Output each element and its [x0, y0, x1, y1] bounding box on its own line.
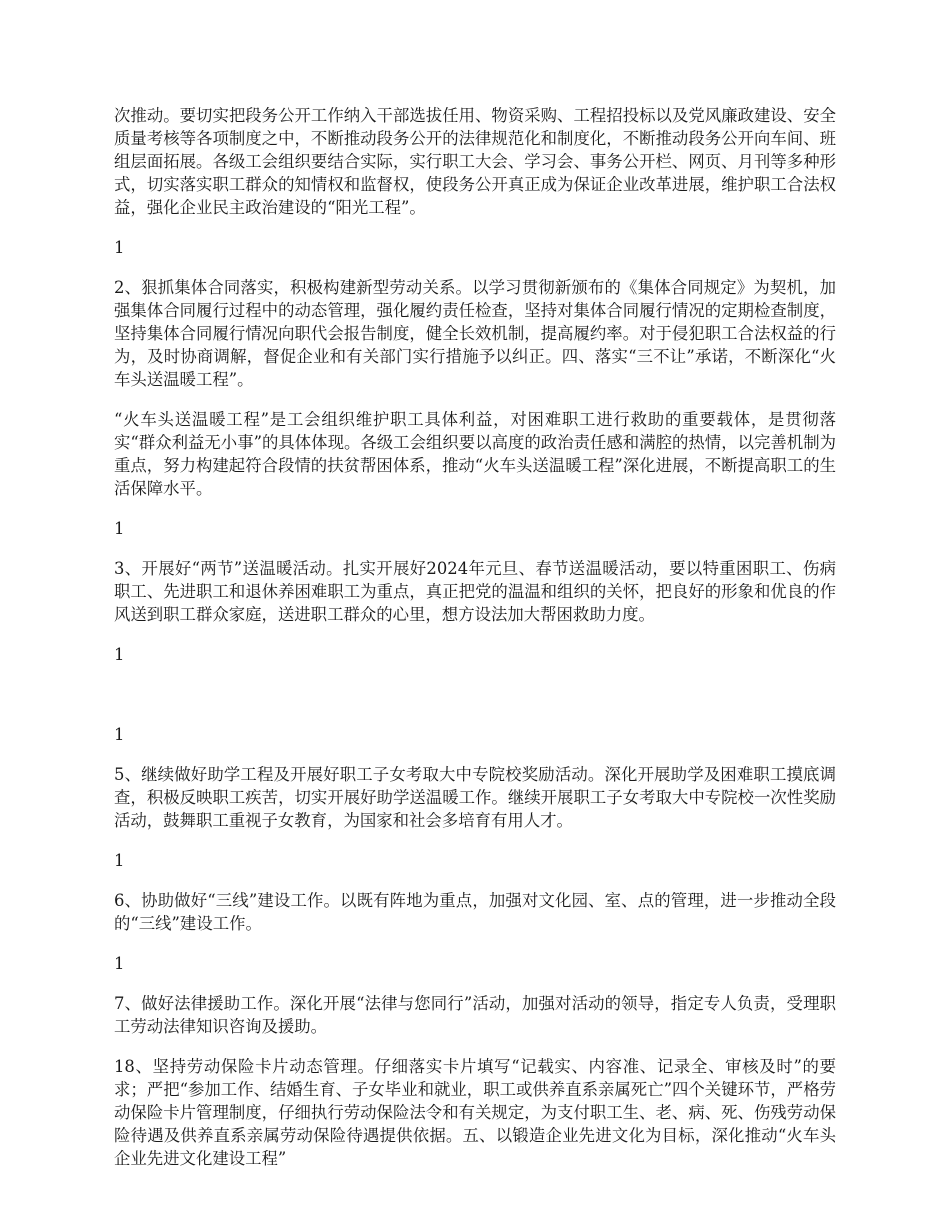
- paragraph-legal-aid: 7、做好法律援助工作。深化开展“法律与您同行”活动，加强对活动的领导，指定专人负责，受理职工劳动法律知识咨询及援助。: [114, 994, 836, 1036]
- page-number-marker: 1: [114, 954, 125, 973]
- paragraph-insurance-cards: 18、坚持劳动保险卡片动态管理。仔细落实卡片填写“记载实、内容准、记录全、审核及时”的要求；严把“参加工作、结婚生育、子女毕业和就业，职工或供养直系亲属死亡”四个关键环节，严格劳动保险卡片管理制度，仔细执行劳动保险法令和有关规定，为支付职工生、老、病、死、伤残劳动保险待遇及供养直系亲属劳动保险待遇提供依据。五、以锻造企业先进文化为目标，深化推动“火车头企业先进文化建设工程”: [114, 1057, 836, 1168]
- page-number-marker: 1: [114, 725, 125, 744]
- page-number-marker: 1: [114, 645, 125, 664]
- paragraph-three-lines: 6、协助做好“三线”建设工作。以既有阵地为重点，加强对文化园、室、点的管理，进一步推动全段的“三线”建设工作。: [114, 891, 836, 933]
- blank-gap: [114, 683, 836, 723]
- paragraph-education-aid: 5、继续做好助学工程及开展好职工子女考取大中专院校奖励活动。深化开展助学及困难职工摸底调查，积极反映职工疾苦，切实开展好助学送温暖工作。继续开展职工子女考取大中专院校一次性奖励活动，鼓舞职工重视子女教育，为国家和社会多培育有用人才。: [114, 765, 836, 830]
- paragraph-collective-contract: 2、狠抓集体合同落实，积极构建新型劳动关系。以学习贯彻新颁布的《集体合同规定》为契机，加强集体合同履行过程中的动态管理，强化履约责任检查，坚持对集体合同履行情况的定期检查制度，坚持集体合同履行情况向职代会报告制度，健全长效机制，提高履约率。对于侵犯职工合法权益的行为，及时协商调解，督促企业和有关部门实行措施予以纠正。四、落实“三不让”承诺，不断深化“火车头送温暖工程”。: [114, 278, 836, 389]
- paragraph-intro: 次推动。要切实把段务公开工作纳入干部选拔任用、物资采购、工程招投标以及党风廉政建设、安全质量考核等各项制度之中，不断推动段务公开的法律规范化和制度化，不断推动段务公开向车间、班组层面拓展。各级工会组织要结合实际，实行职工大会、学习会、事务公开栏、网页、月刊等多种形式，切实落实职工群众的知情权和监督权，使段务公开真正成为保证企业改革进展，维护职工合法权益，强化企业民主政治建设的“阳光工程”。: [114, 106, 836, 217]
- paragraph-warmth-project: “火车头送温暖工程”是工会组织维护职工具体利益，对困难职工进行救助的重要载体，是贯彻落实“群众利益无小事”的具体体现。各级工会组织要以高度的政治责任感和满腔的热情，以完善机制为重点，努力构建起符合段情的扶贫帮困体系，推动“火车头送温暖工程”深化进展，不断提高职工的生活保障水平。: [114, 410, 836, 498]
- page-number-marker: 1: [114, 519, 125, 538]
- page-number-marker: 1: [114, 238, 125, 257]
- document-body: [114, 104, 836, 1187]
- page-number-marker: 1: [114, 851, 125, 870]
- paragraph-two-festivals: 3、开展好“两节”送温暖活动。扎实开展好2024年元旦、春节送温暖活动，要以特重困职工、伤病职工、先进职工和退休养困难职工为重点，真正把党的温温和组织的关怀，把良好的形象和优良的作风送到职工群众家庭，送进职工群众的心里，想方设法加大帮困救助力度。: [114, 559, 836, 624]
